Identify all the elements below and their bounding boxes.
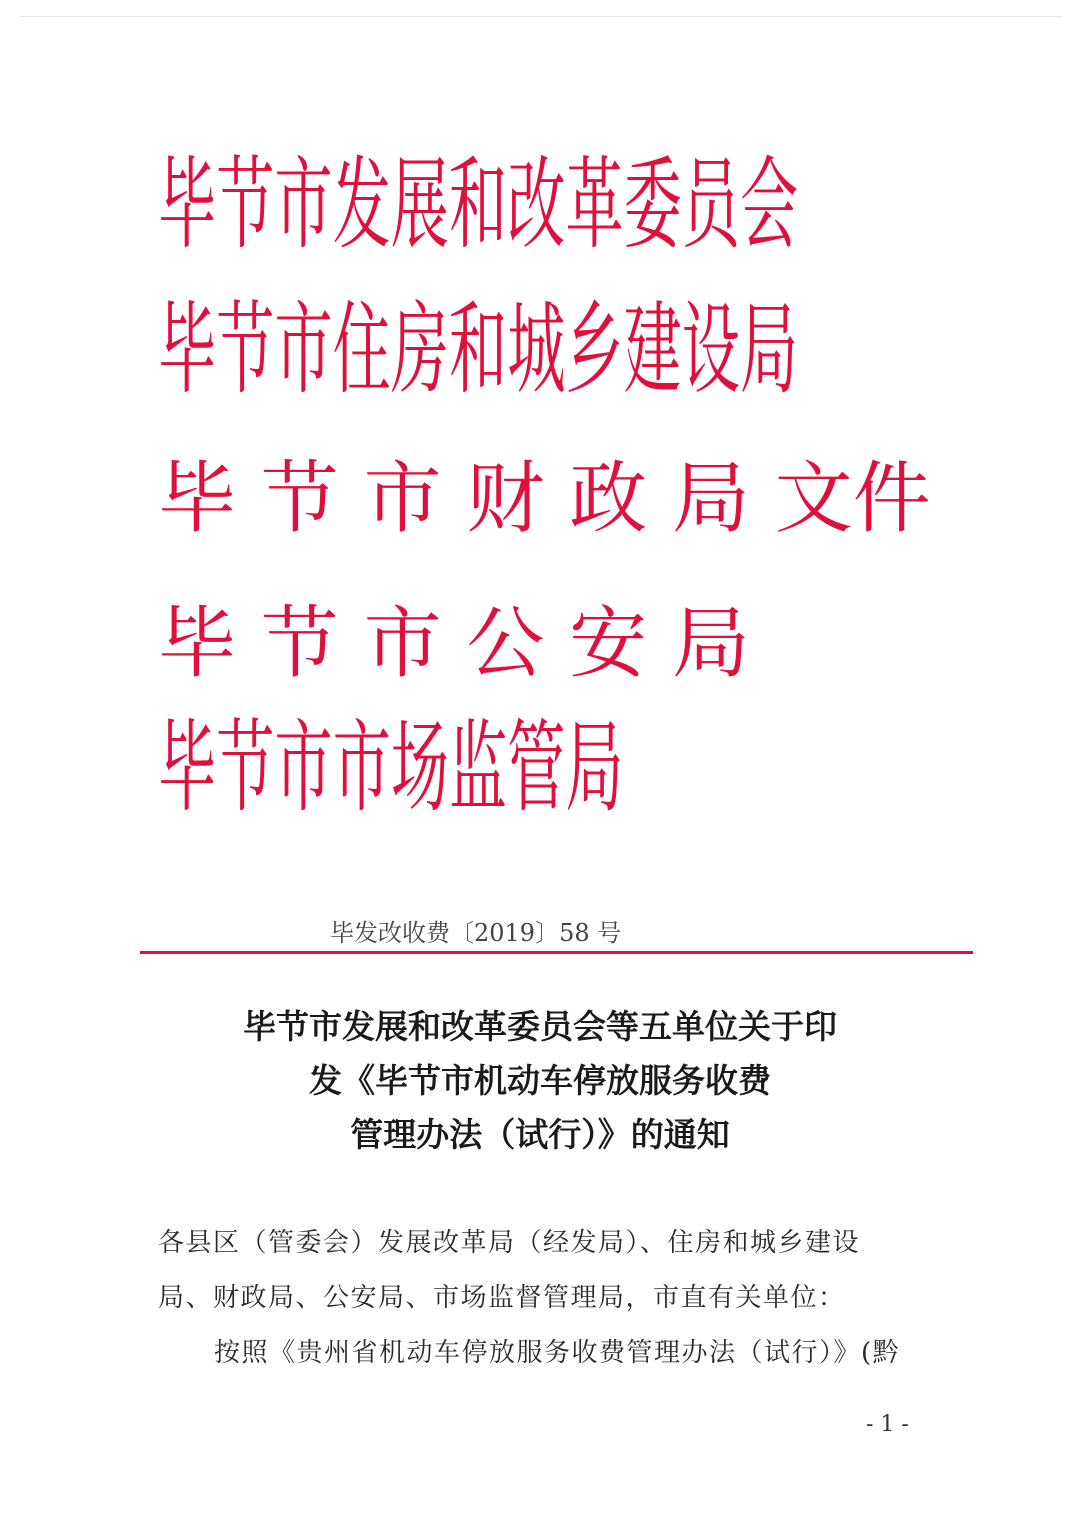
issuer-development-reform-commission: 毕节市发展和改革委员会 [158,146,799,263]
issuer-finance-bureau-document: 毕 节 市 财 政 局 文件 [158,454,931,544]
issuer-market-supervision-bureau: 毕节市市场监管局 [158,709,624,826]
addressee-line-1: 各县区（管委会）发展改革局（经发局）、住房和城乡建设 [158,1228,861,1258]
notice-title-line-3: 管理办法（试行）》的通知 [350,1115,730,1154]
scan-top-edge [20,16,1062,17]
page-number: - 1 - [866,1412,909,1437]
notice-title-line-2: 发《毕节市机动车停放服务收费 [309,1061,771,1100]
addressee-line-2: 局、财政局、公安局、市场监督管理局，市直有关单位： [158,1283,846,1313]
red-separator-line [140,951,973,954]
issuer-public-security-bureau: 毕 节 市 公 安 局 [158,599,750,689]
body-paragraph-start: 按照《贵州省机动车停放服务收费管理办法（试行）》(黔 [214,1338,901,1368]
notice-title-line-1: 毕节市发展和改革委员会等五单位关于印 [243,1007,837,1046]
notice-title [0,1000,1080,1162]
issuer-housing-urban-rural-bureau: 毕节市住房和城乡建设局 [158,291,799,408]
document-number: 毕发改收费〔2019〕58 号 [330,919,622,947]
